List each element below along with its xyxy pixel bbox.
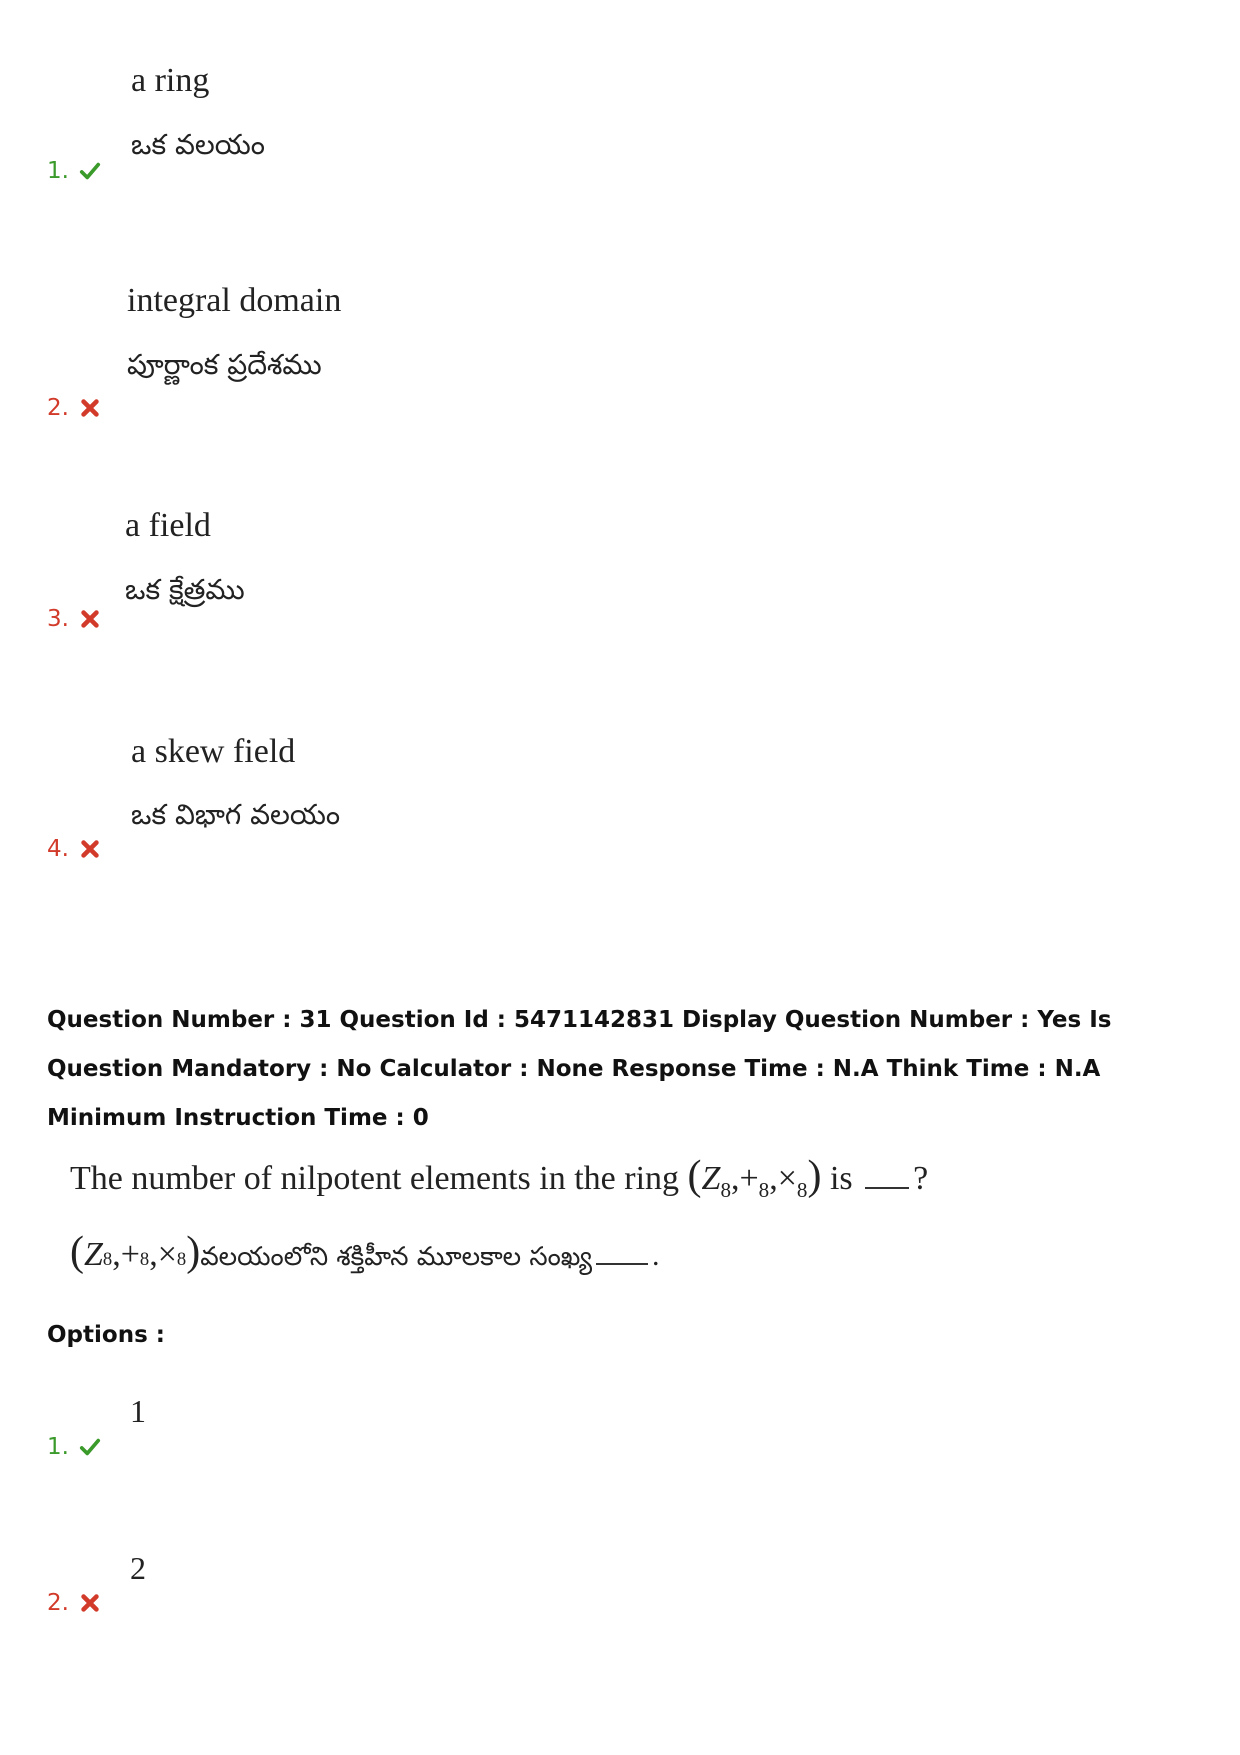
option-telugu: ఒక వలయం	[131, 128, 265, 161]
cross-icon	[79, 1592, 101, 1614]
option-telugu: ఒక క్షేత్రము	[125, 573, 245, 606]
option-number: 4.	[47, 836, 101, 862]
options-label: Options :	[47, 1322, 165, 1348]
option-number: 2.	[47, 1590, 101, 1616]
question-text-english: The number of nilpotent elements in the ring $(Z_8,+_8,\times_8)$ is ?	[70, 1153, 929, 1202]
option-telugu: పూర్ణాంక ప్రదేశము	[127, 348, 322, 381]
question-prefix: The number of nilpotent elements in the ring	[70, 1160, 680, 1197]
cross-icon	[79, 608, 101, 630]
option-number: 2.	[47, 395, 101, 421]
option-english: a skew field	[131, 733, 296, 770]
option-english: integral domain	[127, 282, 342, 319]
answer-blank	[596, 1263, 648, 1265]
answer-blank	[865, 1187, 909, 1189]
cross-icon	[79, 397, 101, 419]
option-english: a field	[125, 507, 211, 544]
question-suffix: is	[829, 1160, 853, 1197]
cross-icon	[79, 838, 101, 860]
option-value: 2	[130, 1550, 146, 1586]
question-text-telugu: ( Z 8 , + 8 , × 8 ) వలయంలోని శక్తిహీన మూలకాల సంఖ్య .	[70, 1228, 660, 1278]
option-english: a ring	[131, 62, 210, 99]
option-number: 1.	[47, 158, 101, 184]
option-number: 3.	[47, 606, 101, 632]
option-value: 1	[130, 1393, 146, 1429]
question-meta: Question Number : 31 Question Id : 5471142831 Display Question Number : Yes Is Question Mandatory : No Calculator : None Response Time : N.A Think Time : N.A Minimum Instruction Time : 0	[47, 1007, 1112, 1131]
check-icon	[79, 160, 101, 182]
option-number: 1.	[47, 1434, 101, 1460]
option-telugu: ఒక విభాగ వలయం	[131, 798, 341, 831]
question-telugu: వలయంలోని శక్తిహీన మూలకాల సంఖ్య	[200, 1242, 593, 1272]
check-icon	[79, 1436, 101, 1458]
